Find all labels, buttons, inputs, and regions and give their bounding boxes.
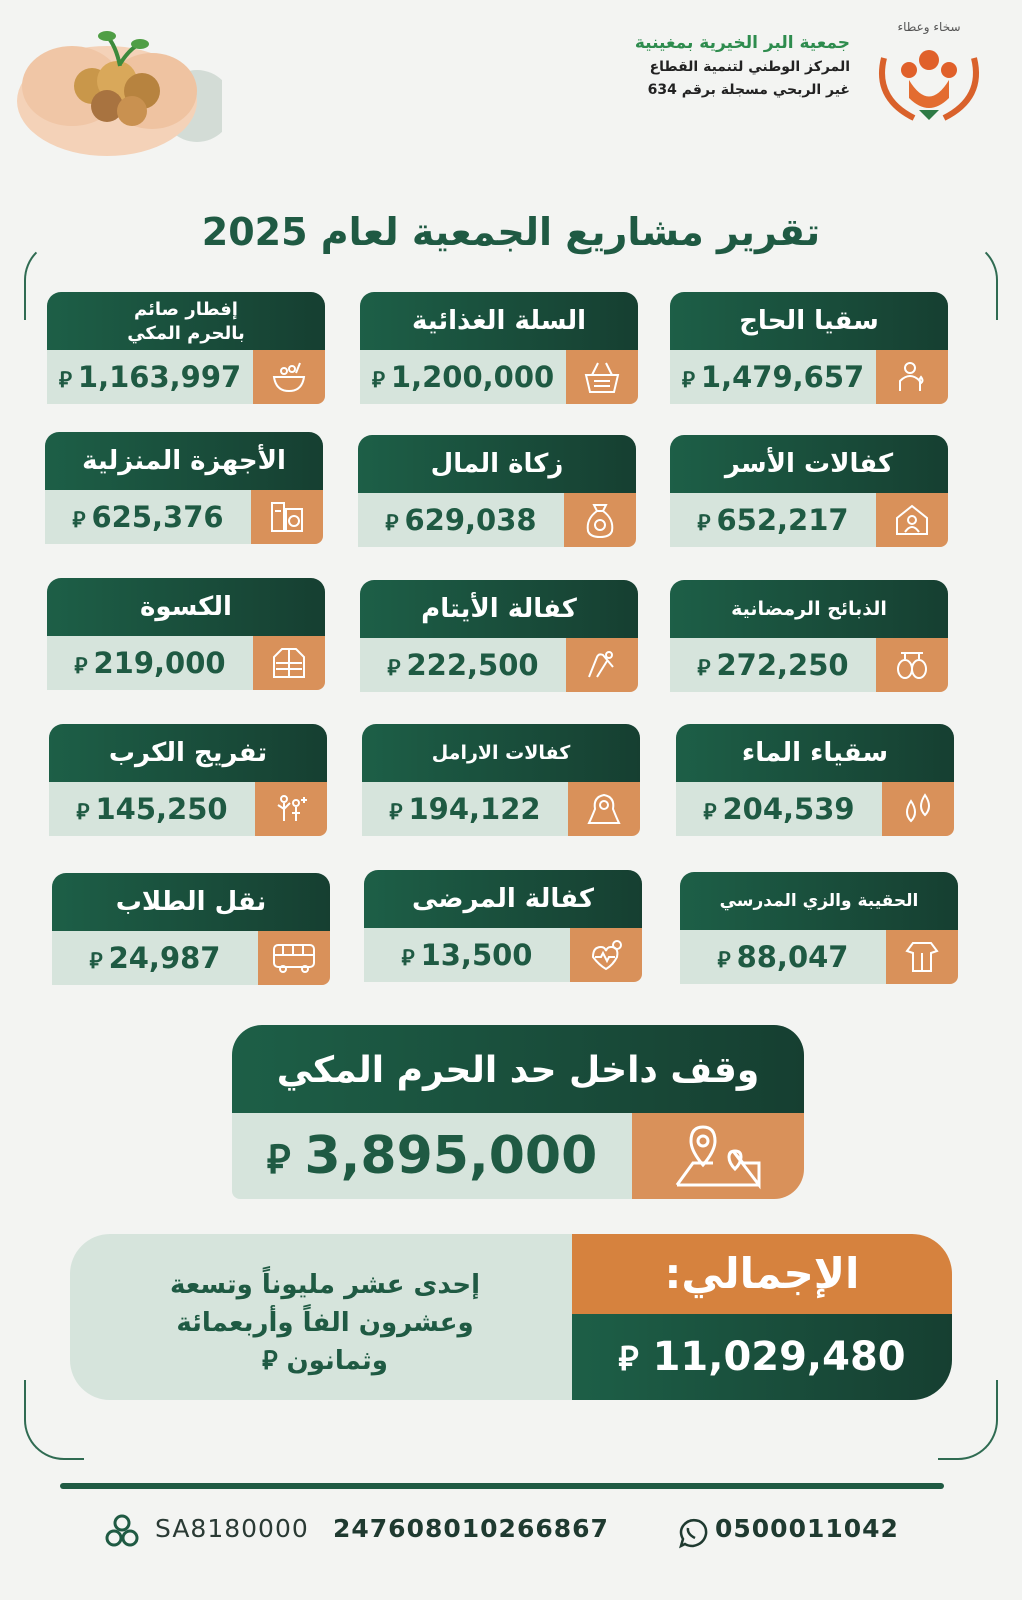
card-label: الذبائح الرمضانية [670, 580, 948, 638]
bus-icon [258, 931, 330, 985]
water-drops-icon [882, 782, 954, 836]
card-value: ⃁ 219,000 [47, 636, 253, 690]
org-line-2: غير الربحي مسجلة برقم 634 [647, 82, 850, 98]
footer [0, 1510, 1022, 1560]
card-value: ⃁ 204,539 [676, 782, 882, 836]
card-label: السلة الغذائية [360, 292, 638, 350]
orphan-hands-icon [566, 638, 638, 692]
card-label: كفالات الارامل [362, 724, 640, 782]
relief-people-icon [255, 782, 327, 836]
card-iftar [47, 292, 325, 406]
card-value: ⃁ 145,250 [49, 782, 255, 836]
iban-prefix: SA8180000 [155, 1514, 309, 1543]
waqf-value: ⃁ 3,895,000 [232, 1113, 632, 1199]
zakat-bag-icon [564, 493, 636, 547]
card-home-appliances [45, 432, 323, 546]
card-label: إفطار صائم بالحرم المكي [47, 292, 325, 350]
card-value: ⃁ 194,122 [362, 782, 568, 836]
hands-coins-illustration [12, 6, 222, 166]
card-value: ⃁ 13,500 [364, 928, 570, 982]
school-uniform-icon [886, 930, 958, 984]
patient-care-icon [570, 928, 642, 982]
card-label: كفالات الأسر [670, 435, 948, 493]
card-orphan-sponsorship [360, 580, 638, 694]
card-value: ⃁ 625,376 [45, 490, 251, 544]
logo-emblem-icon [864, 18, 994, 128]
card-value: ⃁ 629,038 [358, 493, 564, 547]
card-label: كفالة الأيتام [360, 580, 638, 638]
iban-number: 247608010266867 [333, 1514, 609, 1543]
card-patient-sponsorship [364, 870, 642, 984]
card-zakat [358, 435, 636, 549]
pilgrim-icon [876, 350, 948, 404]
footer-divider [60, 1483, 944, 1489]
org-line-1: المركز الوطني لتنمية القطاع [649, 59, 850, 75]
bank-logo-icon [102, 1512, 142, 1552]
family-home-icon [876, 493, 948, 547]
whatsapp-icon [675, 1516, 709, 1550]
card-value: ⃁ 1,163,997 [47, 350, 253, 404]
card-label: الأجهزة المنزلية [45, 432, 323, 490]
card-widow-sponsorship [362, 724, 640, 838]
card-student-transport [52, 873, 330, 987]
org-logo [864, 18, 994, 128]
card-ramadan-sacrifices [670, 580, 948, 694]
card-value: ⃁ 1,200,000 [360, 350, 566, 404]
jacket-icon [253, 636, 325, 690]
total-in-words: إحدى عشر مليوناً وتسعة وعشرون الفاً وأربعمائة وثمانون ⃁ [70, 1234, 580, 1400]
total-value: ⃁ 11,029,480 [572, 1314, 952, 1400]
food-basket-icon [566, 350, 638, 404]
riyal-symbol: ⃁ [681, 368, 695, 393]
card-family-sponsorship [670, 435, 948, 549]
widow-icon [568, 782, 640, 836]
card-label: زكاة المال [358, 435, 636, 493]
appliances-icon [251, 490, 323, 544]
frame-corner-bottom-left [24, 1380, 84, 1460]
card-label: سقياء الماء [676, 724, 954, 782]
card-label: كفالة المرضى [364, 870, 642, 928]
waqf-label: وقف داخل حد الحرم المكي [232, 1025, 804, 1113]
card-pilgrim-water [670, 292, 948, 406]
iftar-bowl-icon [253, 350, 325, 404]
card-label: نقل الطلاب [52, 873, 330, 931]
card-clothing [47, 578, 325, 692]
frame-corner-bottom-right [938, 1380, 998, 1460]
card-label: سقيا الحاج [670, 292, 948, 350]
sheep-icon [876, 638, 948, 692]
phone-number: 0500011042 [715, 1514, 899, 1543]
total-label: الإجمالي: [572, 1234, 952, 1314]
card-value: ⃁ 1,479,657 [670, 350, 876, 404]
card-label: الكسوة [47, 578, 325, 636]
org-info [520, 30, 850, 102]
report-title: تقرير مشاريع الجمعية لعام 2025 [201, 210, 821, 254]
card-label: الحقيبة والزي المدرسي [680, 872, 958, 930]
card-value: ⃁ 222,500 [360, 638, 566, 692]
map-location-icon [632, 1113, 804, 1199]
card-label: تفريج الكرب [49, 724, 327, 782]
card-food-basket [360, 292, 638, 406]
card-school-bag-uniform [680, 872, 958, 986]
waqf-card [232, 1025, 804, 1201]
card-value: ⃁ 652,217 [670, 493, 876, 547]
card-value: ⃁ 88,047 [680, 930, 886, 984]
logo-tagline: سخاء وعطاء [897, 20, 961, 34]
card-water-supply [676, 724, 954, 838]
card-relief [49, 724, 327, 838]
card-value: ⃁ 272,250 [670, 638, 876, 692]
org-name: جمعية البر الخيرية بمغينية [634, 33, 850, 53]
card-value: ⃁ 24,987 [52, 931, 258, 985]
